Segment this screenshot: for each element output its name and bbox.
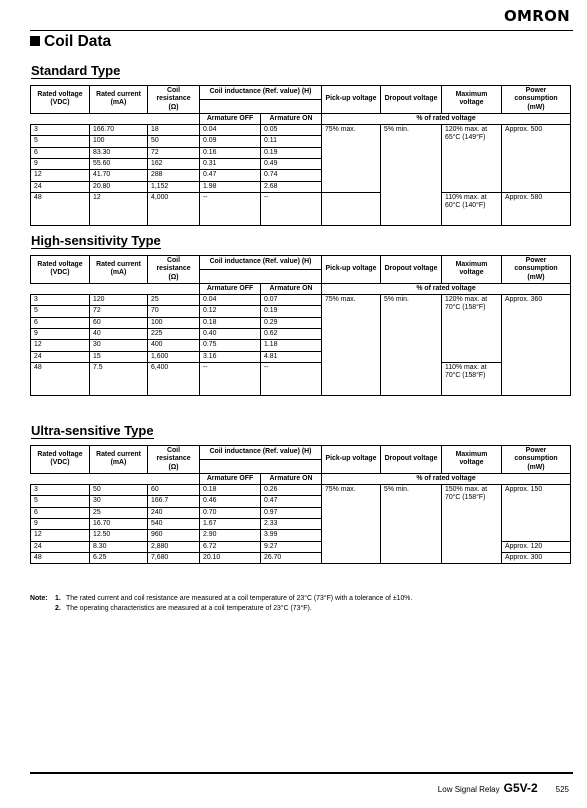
cell: 55.60	[90, 158, 148, 169]
cell: 0.12	[200, 306, 261, 317]
cell: 40	[90, 328, 148, 339]
cell: 6	[31, 147, 90, 158]
table-row	[31, 192, 571, 225]
header-dropout-voltage: Dropout voltage	[381, 86, 442, 114]
cell: 225	[148, 328, 200, 339]
cell: 20.10	[200, 552, 261, 563]
max-voltage-value-1: 120% max. at 70°C (158°F)	[442, 295, 502, 363]
header-armature-on: Armature ON	[261, 283, 322, 294]
cell: 83.30	[90, 147, 148, 158]
cell: 0.40	[200, 328, 261, 339]
cell: 60	[148, 485, 200, 496]
cell: 5	[31, 496, 90, 507]
table-row	[31, 362, 571, 395]
table-row	[31, 295, 571, 306]
cell: 0.26	[261, 485, 322, 496]
pickup-value: 75% max.	[322, 125, 381, 193]
cell: 2.90	[200, 530, 261, 541]
header-rated-current: Rated current (mA)	[90, 446, 148, 474]
cell: 6	[31, 507, 90, 518]
header-armature-on: Armature ON	[261, 113, 322, 124]
header-rated-voltage: Rated voltage (VDC)	[31, 446, 90, 474]
cell: 12	[31, 530, 90, 541]
cell: 0.19	[261, 147, 322, 158]
cell: 166.70	[90, 125, 148, 136]
cell: 960	[148, 530, 200, 541]
cell: 162	[148, 158, 200, 169]
cell: 6,400	[148, 362, 200, 395]
section-title-text: Coil Data	[44, 33, 112, 50]
header-coil-resistance: Coil resistance (Ω)	[148, 86, 200, 114]
power-value-2: Approx. 120	[502, 541, 571, 552]
header-pickup-voltage: Pick-up voltage	[322, 256, 381, 284]
header-coil-resistance: Coil resistance (Ω)	[148, 446, 200, 474]
cell: 1.18	[261, 340, 322, 351]
cell: 9	[31, 158, 90, 169]
cell: 4.81	[261, 351, 322, 362]
cell: 0.11	[261, 136, 322, 147]
dropout-value: 5% min.	[381, 295, 442, 396]
header-maximum-voltage: Maximum voltage	[442, 256, 502, 284]
header-dropout-voltage: Dropout voltage	[381, 256, 442, 284]
header-pickup-voltage: Pick-up voltage	[322, 446, 381, 474]
pickup-value: 75% max.	[322, 485, 381, 564]
cell: 0.18	[200, 317, 261, 328]
cell: 6.72	[200, 541, 261, 552]
cell: 0.29	[261, 317, 322, 328]
cell: 0.07	[261, 295, 322, 306]
header-dropout-voltage: Dropout voltage	[381, 446, 442, 474]
header-maximum-voltage: Maximum voltage	[442, 86, 502, 114]
header-pickup-voltage: Pick-up voltage	[322, 86, 381, 114]
cell: 0.09	[200, 136, 261, 147]
cell: 240	[148, 507, 200, 518]
ultra-sensitive-type-title: Ultra-sensitive Type	[31, 423, 154, 438]
header-pct-rated-voltage: % of rated voltage	[322, 283, 571, 294]
note-text: The rated current and coil resistance are measured at a coil temperature of 23°C (73°F) with a tolerance of ±10%.	[66, 595, 413, 602]
header-power-consumption: Power consumption (mW)	[502, 86, 571, 114]
cell: 24	[31, 351, 90, 362]
dropout-value: 5% min.	[381, 485, 442, 564]
cell: 50	[148, 136, 200, 147]
cell: 72	[90, 306, 148, 317]
cell: 48	[31, 192, 90, 225]
cell: --	[261, 362, 322, 395]
cell: 100	[90, 136, 148, 147]
power-value-1: Approx. 150	[502, 485, 571, 541]
cell: 0.62	[261, 328, 322, 339]
cell: 166.7	[148, 496, 200, 507]
header-rated-current: Rated current (mA)	[90, 86, 148, 114]
cell: 30	[90, 496, 148, 507]
cell: 9.27	[261, 541, 322, 552]
cell: 2.68	[261, 181, 322, 192]
cell: 540	[148, 518, 200, 529]
header-pct-rated-voltage: % of rated voltage	[322, 113, 571, 124]
cell: 7,680	[148, 552, 200, 563]
cell: 6	[31, 317, 90, 328]
cell: 48	[31, 362, 90, 395]
cell: 12	[31, 170, 90, 181]
header-coil-inductance: Coil inductance (Ref. value) (H)	[200, 86, 322, 100]
bullet-square-icon	[30, 36, 40, 46]
header-maximum-voltage: Maximum voltage	[442, 446, 502, 474]
cell: 0.46	[200, 496, 261, 507]
header-rated-voltage: Rated voltage (VDC)	[31, 86, 90, 114]
cell: 20.80	[90, 181, 148, 192]
max-voltage-value-2: 110% max. at 70°C (158°F)	[442, 362, 502, 395]
cell: 48	[31, 552, 90, 563]
cell: 24	[31, 181, 90, 192]
cell: 4,000	[148, 192, 200, 225]
cell: 3	[31, 485, 90, 496]
cell: 1.67	[200, 518, 261, 529]
cell: 0.05	[261, 125, 322, 136]
cell: 25	[148, 295, 200, 306]
cell: 0.74	[261, 170, 322, 181]
cell: 0.31	[200, 158, 261, 169]
cell: 0.70	[200, 507, 261, 518]
standard-type-table	[30, 85, 571, 226]
standard-type-title: Standard Type	[31, 63, 121, 78]
pickup-value: 75% max.	[322, 295, 381, 396]
cell: 26.70	[261, 552, 322, 563]
omron-logo: OMRON	[503, 7, 570, 25]
cell: 30	[90, 340, 148, 351]
cell: 0.97	[261, 507, 322, 518]
note-number: 2.	[55, 605, 61, 612]
power-value-3: Approx. 300	[502, 552, 571, 563]
cell: 18	[148, 125, 200, 136]
cell: 1,152	[148, 181, 200, 192]
header-pct-rated-voltage: % of rated voltage	[322, 473, 571, 484]
header-armature-off: Armature OFF	[200, 473, 261, 484]
cell: 0.75	[200, 340, 261, 351]
cell: 9	[31, 518, 90, 529]
note-item	[30, 604, 412, 614]
cell: 3.16	[200, 351, 261, 362]
header-coil-inductance: Coil inductance (Ref. value) (H)	[200, 446, 322, 460]
cell: 0.47	[200, 170, 261, 181]
cell: 1.98	[200, 181, 261, 192]
cell: 0.49	[261, 158, 322, 169]
cell: --	[261, 192, 322, 225]
cell: 41.70	[90, 170, 148, 181]
note-label: Note:	[30, 595, 48, 602]
max-voltage-value-2: 110% max. at 60°C (140°F)	[442, 192, 502, 225]
cell: 0.16	[200, 147, 261, 158]
cell: --	[200, 192, 261, 225]
pickup-continuation	[322, 192, 381, 225]
max-voltage-value-1: 150% max. at 70°C (158°F)	[442, 485, 502, 564]
header-rated-voltage: Rated voltage (VDC)	[31, 256, 90, 284]
cell: 12	[31, 340, 90, 351]
cell: 12.50	[90, 530, 148, 541]
power-value-1: Approx. 500	[502, 125, 571, 193]
header-rated-current: Rated current (mA)	[90, 256, 148, 284]
footer-model: G5V-2	[503, 781, 538, 795]
note-item	[30, 594, 412, 604]
cell: 5	[31, 136, 90, 147]
power-value-1: Approx. 360	[502, 295, 571, 396]
header-coil-inductance: Coil inductance (Ref. value) (H)	[200, 256, 322, 270]
page-number: 525	[555, 785, 569, 794]
section-title	[30, 33, 111, 51]
cell: 9	[31, 328, 90, 339]
high-sensitivity-type-title: High-sensitivity Type	[31, 233, 161, 248]
table-row	[31, 485, 571, 496]
cell: 5	[31, 306, 90, 317]
cell: 3	[31, 125, 90, 136]
ultra-sensitive-type-table	[30, 445, 571, 564]
cell: 3	[31, 295, 90, 306]
top-rule	[30, 30, 573, 31]
cell: 120	[90, 295, 148, 306]
cell: --	[200, 362, 261, 395]
cell: 0.04	[200, 295, 261, 306]
cell: 400	[148, 340, 200, 351]
cell: 2.33	[261, 518, 322, 529]
cell: 0.18	[200, 485, 261, 496]
table-row	[31, 125, 571, 136]
cell: 24	[31, 541, 90, 552]
cell: 0.47	[261, 496, 322, 507]
cell: 288	[148, 170, 200, 181]
dropout-value: 5% min.	[381, 125, 442, 226]
cell: 0.04	[200, 125, 261, 136]
max-voltage-value-1: 120% max. at 65°C (149°F)	[442, 125, 502, 193]
header-coil-resistance: Coil resistance (Ω)	[148, 256, 200, 284]
cell: 60	[90, 317, 148, 328]
cell: 15	[90, 351, 148, 362]
header-armature-off: Armature OFF	[200, 113, 261, 124]
cell: 25	[90, 507, 148, 518]
header-power-consumption: Power consumption (mW)	[502, 256, 571, 284]
page-footer	[438, 781, 569, 795]
cell: 50	[90, 485, 148, 496]
cell: 1,600	[148, 351, 200, 362]
note-number: 1.	[55, 595, 61, 602]
bottom-rule	[30, 772, 573, 774]
footer-product: Low Signal Relay	[437, 785, 500, 794]
header-armature-on: Armature ON	[261, 473, 322, 484]
note-text: The operating characteristics are measured at a coil temperature of 23°C (73°F).	[66, 605, 312, 612]
cell: 2,880	[148, 541, 200, 552]
cell: 16.70	[90, 518, 148, 529]
power-value-2: Approx. 580	[502, 192, 571, 225]
notes	[30, 594, 412, 614]
header-armature-off: Armature OFF	[200, 283, 261, 294]
cell: 7.5	[90, 362, 148, 395]
cell: 6.25	[90, 552, 148, 563]
high-sensitivity-type-table	[30, 255, 571, 396]
cell: 100	[148, 317, 200, 328]
cell: 72	[148, 147, 200, 158]
cell: 70	[148, 306, 200, 317]
cell: 8.30	[90, 541, 148, 552]
cell: 3.99	[261, 530, 322, 541]
cell: 0.19	[261, 306, 322, 317]
cell: 12	[90, 192, 148, 225]
header-power-consumption: Power consumption (mW)	[502, 446, 571, 474]
